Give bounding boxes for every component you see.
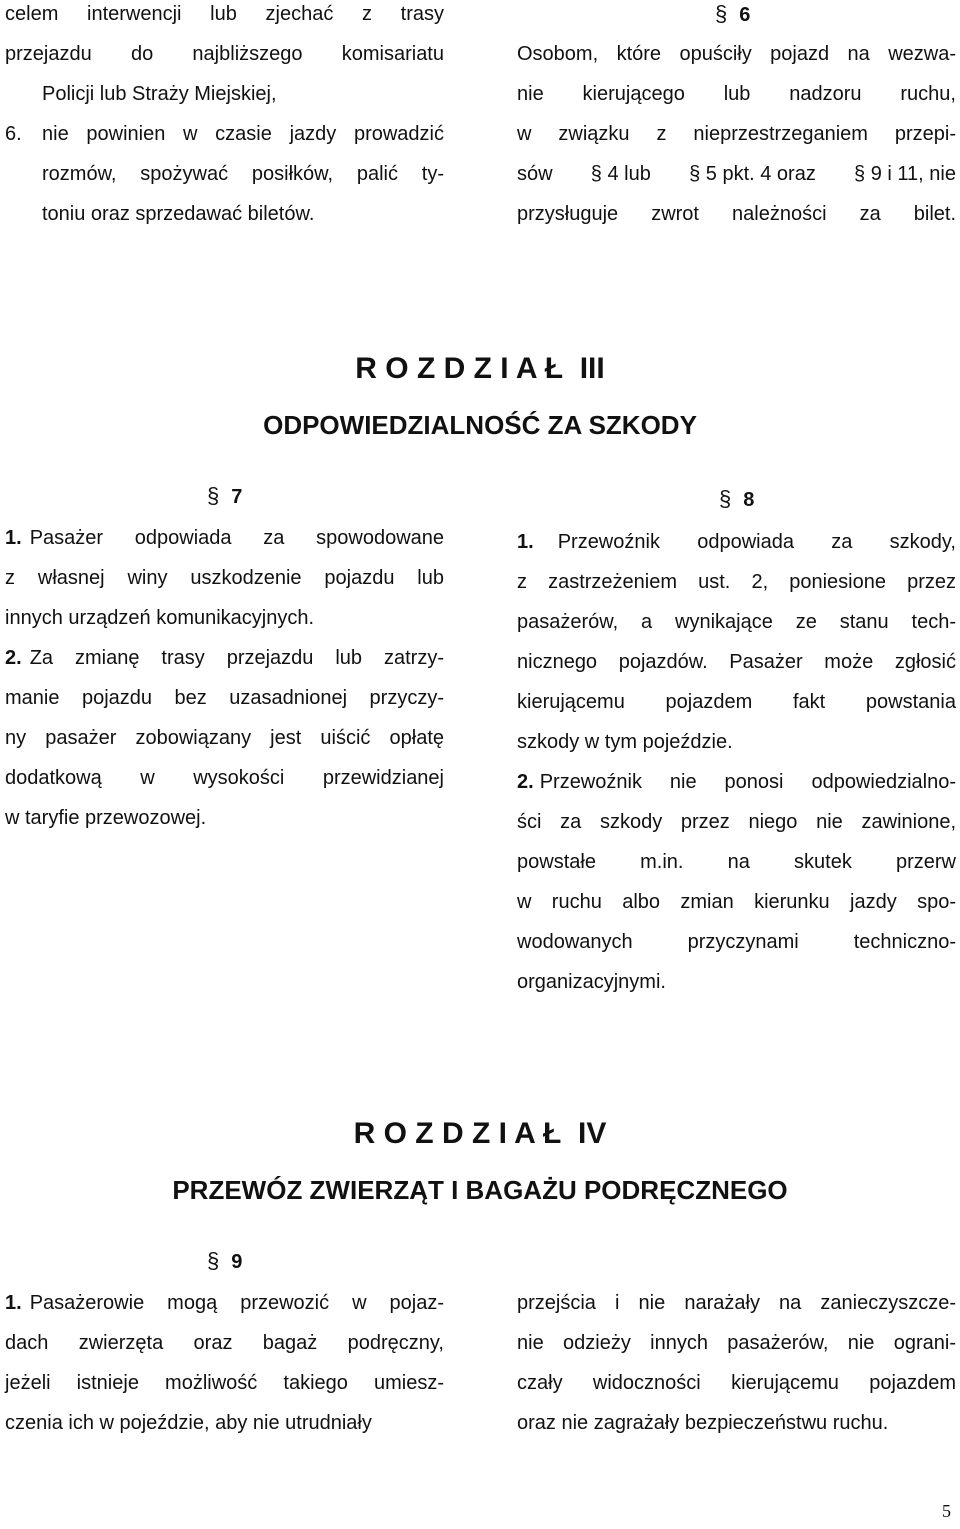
paragraph-number: 2. [5, 647, 22, 669]
text-fragment: Pasażerowie mogą przewozić w pojaz- [29, 1292, 444, 1314]
text-line: nie powinien w czasie jazdy prowadzić [42, 123, 444, 145]
text-fragment [854, 162, 956, 186]
paragraph-sign-icon: § [207, 1248, 220, 1273]
text-line: ny pasażer zobowiązany jest uiścić opłatę [5, 727, 444, 749]
text-line: przejścia i nie narażały na zanieczyszcze- [517, 1292, 956, 1314]
section-heading-6 [715, 2, 750, 27]
text-fragment: 4 lub [607, 163, 651, 185]
text-line: przejazdu do najbliższego komisariatu [5, 43, 444, 65]
text-fragment: 9 i 11, nie [870, 163, 956, 185]
text-fragment [689, 162, 816, 186]
paragraph-number: 2. [517, 771, 534, 793]
section-number: 9 [231, 1251, 243, 1273]
text-fragment: sów [517, 163, 553, 185]
section-number: 8 [743, 489, 755, 511]
text-line: czenia ich w pojeździe, aby nie utrudniały [5, 1412, 372, 1434]
section-number: 7 [231, 486, 243, 508]
text-line: jeżeli istnieje możliwość takiego umiesz- [5, 1372, 444, 1394]
text-line: wodowanych przyczynami techniczno- [517, 931, 956, 953]
text-fragment: Za zmianę trasy przejazdu lub zatrzy- [29, 647, 444, 669]
page-number: 5 [942, 1501, 951, 1521]
text-line: nicznego pojazdów. Pasażer może zgłosić [517, 651, 956, 673]
section-heading-7 [207, 484, 242, 509]
section-heading-9 [207, 1249, 242, 1274]
text-line: toniu oraz sprzedawać biletów. [42, 203, 315, 225]
text-line [5, 646, 444, 670]
list-number: 6. [5, 123, 22, 145]
text-line: celem interwencji lub zjechać z trasy [5, 3, 444, 25]
text-line: w związku z nieprzestrzeganiem przepi- [517, 123, 956, 145]
text-fragment: Przewoźnik odpowiada za szkody, [557, 531, 956, 553]
text-line: powstałe m.in. na skutek przerw [517, 851, 956, 873]
text-line: pasażerów, a wynikające ze stanu tech- [517, 611, 956, 633]
chapter-title: R O Z D Z I A Ł III [355, 352, 605, 385]
text-line: kierującemu pojazdem fakt powstania [517, 691, 956, 713]
paragraph-number: 1. [517, 531, 534, 553]
text-fragment: Przewoźnik nie ponosi odpowiedzialno- [539, 771, 956, 793]
text-line: ści za szkody przez niego nie zawinione, [517, 811, 956, 833]
text-line: oraz nie zagrażały bezpieczeństwu ruchu. [517, 1412, 889, 1434]
text-line: nie odzieży innych pasażerów, nie ograni- [517, 1332, 956, 1354]
text-line: szkody w tym pojeździe. [517, 731, 733, 753]
text-fragment [591, 162, 651, 186]
text-line [5, 526, 444, 550]
chapter-subtitle: PRZEWÓZ ZWIERZĄT I BAGAŻU PODRĘCZNEGO [172, 1175, 788, 1205]
text-line [5, 1291, 444, 1315]
section-heading-8 [719, 487, 754, 512]
text-line: w taryfie przewozowej. [5, 807, 207, 829]
paragraph-sign-icon: § [715, 1, 728, 26]
text-line: Policji lub Straży Miejskiej, [42, 83, 277, 105]
chapter-subtitle: ODPOWIEDZIALNOŚĆ ZA SZKODY [263, 410, 697, 440]
text-fragment: Pasażer odpowiada za spowodowane [29, 527, 444, 549]
text-line: dodatkową w wysokości przewidzianej [5, 767, 444, 789]
chapter-title: R O Z D Z I A Ł IV [353, 1117, 607, 1150]
text-line: nie kierującego lub nadzoru ruchu, [517, 83, 956, 105]
text-line [517, 770, 956, 794]
text-line: czały widoczności kierującemu pojazdem [517, 1372, 956, 1394]
section-number: 6 [739, 4, 751, 26]
paragraph-sign-icon: § [719, 486, 732, 511]
paragraph-sign-icon: § [854, 163, 866, 185]
text-line: przysługuje zwrot należności za bilet. [517, 203, 956, 225]
paragraph-number: 1. [5, 1292, 22, 1314]
text-line: innych urządzeń komunikacyjnych. [5, 607, 315, 629]
text-line: w ruchu albo zmian kierunku jazdy spo- [517, 891, 956, 913]
paragraph-sign-icon: § [207, 483, 220, 508]
paragraph-number: 1. [5, 527, 22, 549]
paragraph-sign-icon: § [689, 163, 701, 185]
text-line: organizacyjnymi. [517, 971, 666, 993]
text-line: Osobom, które opuściły pojazd na wezwa- [517, 43, 956, 65]
text-line: z własnej winy uszkodzenie pojazdu lub [5, 567, 444, 589]
text-line: dach zwierzęta oraz bagaż podręczny, [5, 1332, 444, 1354]
paragraph-sign-icon: § [590, 163, 602, 185]
text-fragment: 5 pkt. 4 oraz [705, 163, 816, 185]
text-line [517, 530, 956, 554]
text-line: z zastrzeżeniem ust. 2, poniesione przez [517, 571, 956, 593]
text-line: manie pojazdu bez uzasadnionej przyczy- [5, 687, 444, 709]
text-line: rozmów, spożywać posiłków, palić ty- [42, 163, 444, 185]
text-line [517, 162, 956, 186]
